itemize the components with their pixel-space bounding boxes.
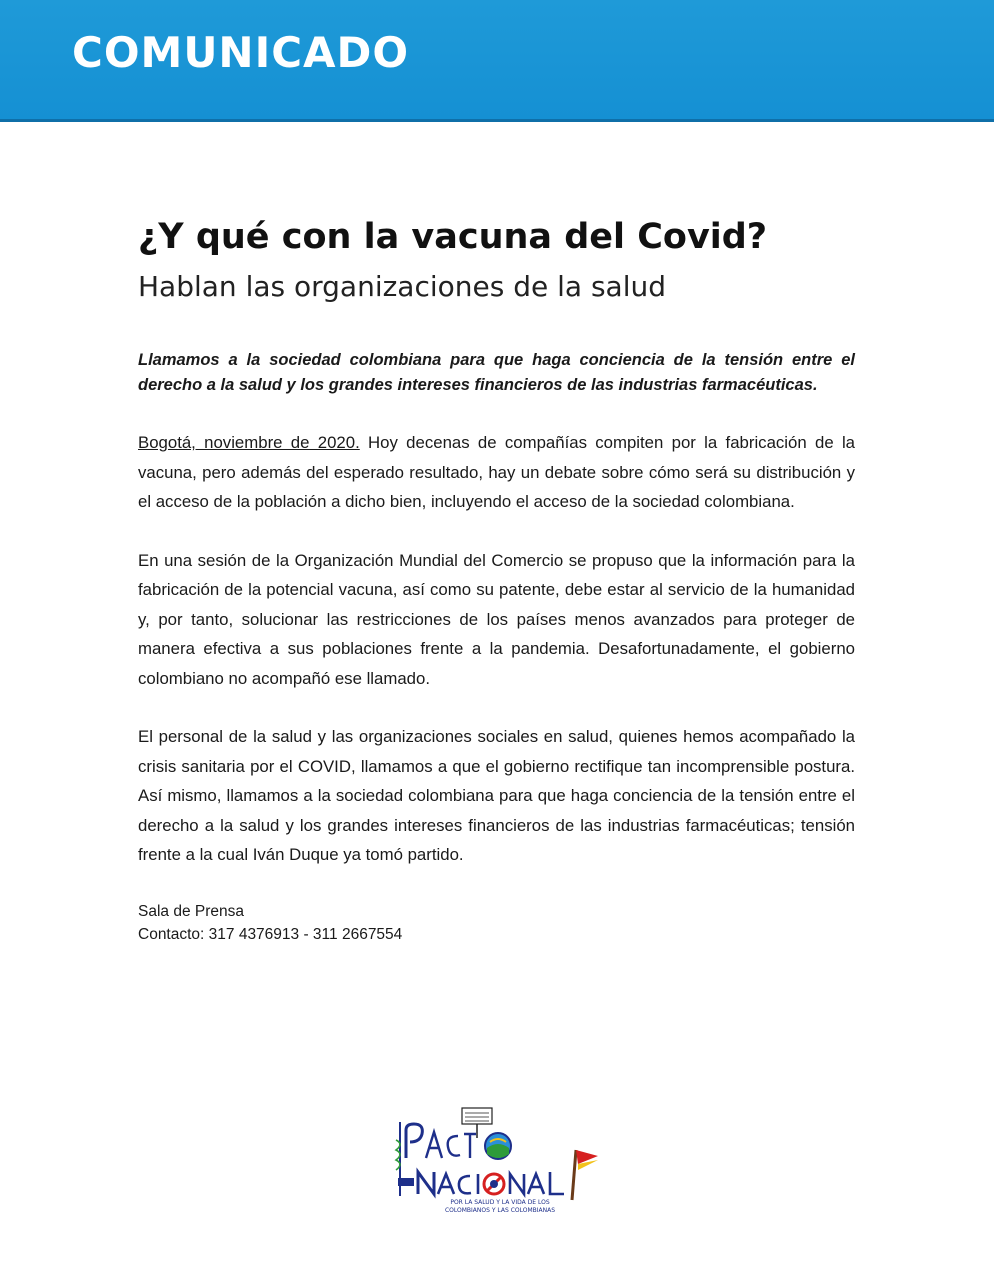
- press-room-label: Sala de Prensa: [138, 902, 244, 920]
- dateline: Bogotá, noviembre de 2020.: [138, 433, 360, 452]
- article: [138, 212, 855, 946]
- header-banner: [0, 0, 994, 122]
- article-subtitle: Hablan las organizaciones de la salud: [138, 270, 667, 303]
- pacto-nacional-logo: [392, 1100, 606, 1218]
- paragraph-1: [138, 428, 855, 517]
- lead-paragraph: Llamamos a la sociedad colombiana para que haga conciencia de la tensión entre el derecho a la salud y los grandes intereses financieros de las industrias farmacéuticas.: [138, 351, 855, 394]
- banner-title: COMUNICADO: [72, 28, 410, 77]
- logo-letter-p: [406, 1124, 422, 1158]
- paragraph-1-body: Hoy decenas de compañías compiten por la fabricación de la vacuna, pero además del esperado resultado, hay un debate sobre cómo será su distribución y el acceso de la población a dicho bien, incluyendo el acceso de la sociedad colombiana.: [138, 433, 856, 511]
- logo-tagline-1: POR LA SALUD Y LA VIDA DE LOS: [450, 1199, 550, 1206]
- logo-sign: [462, 1108, 492, 1124]
- logo-tagline-2: COLOMBIANOS Y LAS COLOMBIANAS: [444, 1207, 556, 1214]
- paragraph-3: El personal de la salud y las organizaciones sociales en salud, quienes hemos acompañado la crisis sanitaria por el COVID, llamamos a que el gobierno rectifique tan incomprensible postura. Así mismo, llamamos a la sociedad colombiana para que haga conciencia de la tensión entre el derecho a la salud y los grandes intereses financieros de las industrias farmacéuticas; tensión frente a la cual Iván Duque ya tomó partido.: [138, 727, 855, 864]
- press-footer: [138, 900, 855, 946]
- contact-line: Contacto: 317 4376913 - 311 2667554: [138, 925, 403, 943]
- article-title: ¿Y qué con la vacuna del Covid?: [138, 217, 768, 257]
- paragraph-2: En una sesión de la Organización Mundial del Comercio se propuso que la información para la fabricación de la potencial vacuna, así como su patente, debe estar al servicio de la humanidad y, por tanto, solucionar las restricciones de los países menos avanzados para proteger de manera efectiva a sus poblaciones frente a la pandemia. Desafortunadamente, el gobierno colombiano no acompañó ese llamado.: [138, 550, 855, 688]
